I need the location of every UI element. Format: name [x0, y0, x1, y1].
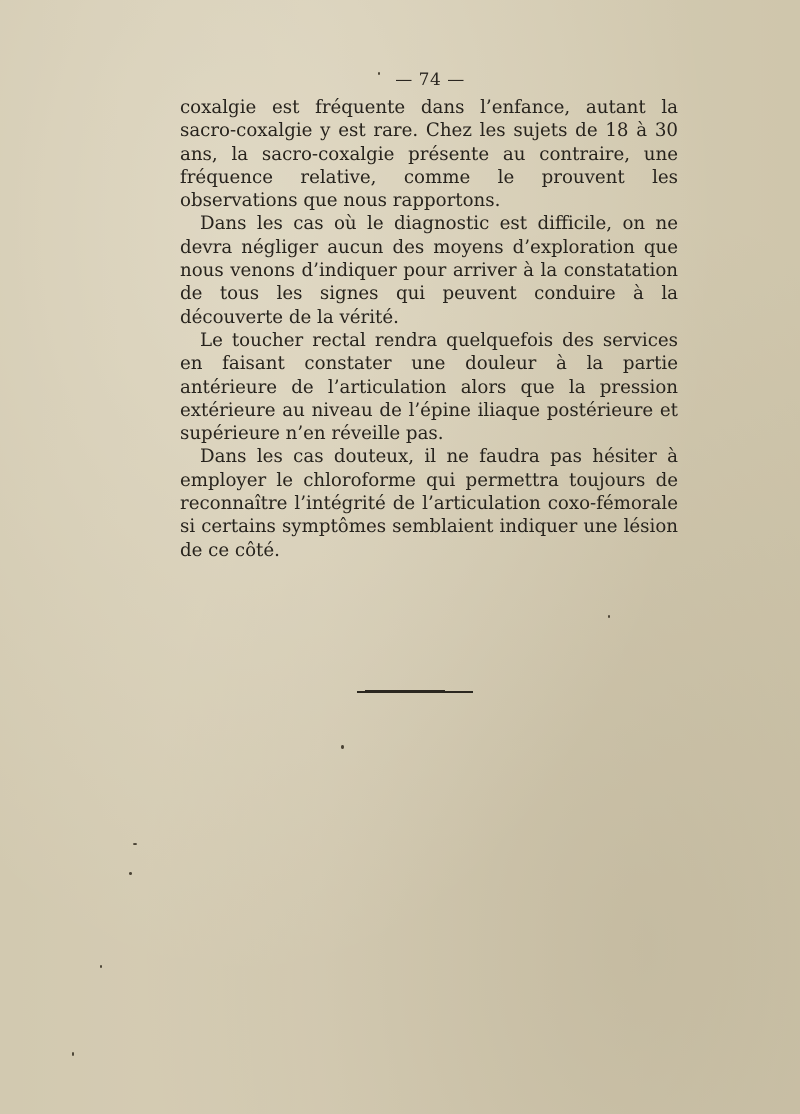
paper-speck	[608, 615, 610, 618]
paper-speck	[341, 745, 344, 749]
paper-speck	[378, 72, 380, 75]
section-end-rule	[357, 691, 473, 693]
paper-speck	[100, 965, 102, 968]
paragraph-1: coxalgie est fréquente dans l’enfance, autant la sacro-coxalgie y est rare. Chez les sujets de 18 à 30 ans, la sacro-coxalgie présente au contraire, une fréquence relative, comme le prouvent les observations que nous rapportons.	[180, 97, 678, 212]
page-number: — 74 —	[395, 70, 465, 90]
paragraph-2: Dans les cas où le diagnostic est difficile, on ne devra négliger aucun des moyens d’exploration que nous venons d’indiquer pour arriver à la constatation de tous les signes qui peuvent conduire à la découverte de la vérité.	[180, 213, 678, 328]
paragraph-4: Dans les cas douteux, il ne faudra pas hésiter à employer le chloroforme qui permettra toujours de reconnaître l’intégrité de l’articulation coxo-fémorale si certains symptômes semblaient indiquer une lésion de ce côté.	[180, 446, 678, 561]
paper-speck	[129, 872, 132, 875]
paper-speck	[133, 843, 137, 845]
paper-speck	[72, 1052, 74, 1056]
body-text	[180, 96, 678, 562]
paragraph-3: Le toucher rectal rendra quelquefois des services en faisant constater une douleur à la partie antérieure de l’articulation alors que la pression extérieure au niveau de l’épine iliaque postérieure et supérieure n’en réveille pas.	[180, 329, 678, 445]
